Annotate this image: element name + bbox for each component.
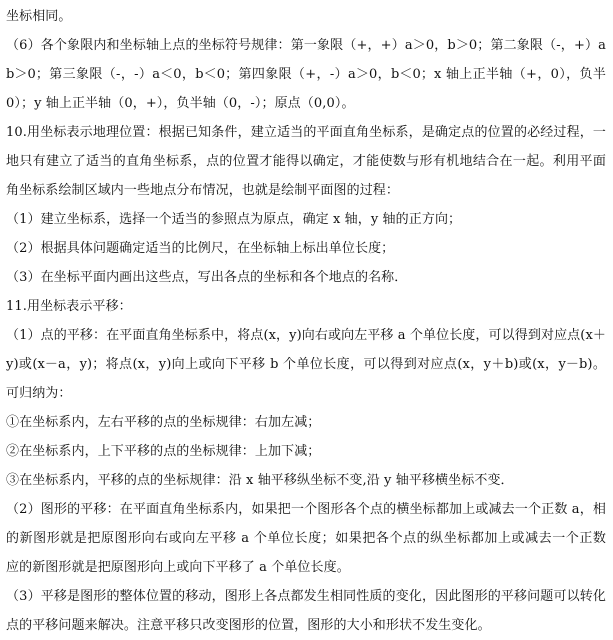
section-10-heading: 10.用坐标表示地理位置：根据已知条件，建立适当的平面直角坐标系，是确定点的位置的必经过程，一: [6, 125, 606, 140]
rule-item-1: ①在坐标系内，左右平移的点的坐标规律：右加左减；: [6, 415, 321, 430]
text-line-21: （3）平移是图形的整体位置的移动，图形上各点都发生相同性质的变化，因此图形的平移问题可以转化: [6, 589, 606, 604]
list-item-10-2: （2）根据具体问题确定适当的比例尺，在坐标轴上标出单位长度；: [6, 241, 395, 256]
text-line-3: b＞0；第三象限（-，-）a＜0，b＜0；第四象限（+，-）a＞0，b＜0；x 轴上正半轴（+，0），负半: [6, 67, 606, 82]
text-line-13: y)或(x－a，y)；将点(x，y)向上或向下平移 b 个单位长度，可以得到对应点(x，y＋b)或(x，y－b)。: [6, 357, 606, 372]
text-line-12: （1）点的平移：在平面直角坐标系中，将点(x，y)向右或向左平移 a 个单位长度，可以得到对应点(x＋: [6, 328, 606, 343]
text-line-22: 点的平移问题来解决。注意平移只改变图形的位置，图形的大小和形状不发生变化。: [6, 618, 491, 633]
section-11-heading: 11.用坐标表示平移：: [6, 299, 132, 314]
list-item-10-3: （3）在坐标平面内画出这些点，写出各点的坐标和各个地点的名称．: [6, 270, 408, 285]
text-line-6: 地只有建立了适当的直角坐标系，点的位置才能得以确定，才能使数与形有机地结合在一起。利用平面: [6, 154, 606, 169]
text-line-20: 应的新图形就是把原图形向上或向下平移了 a 个单位长度。: [6, 560, 350, 575]
document-body: [6, 2, 606, 640]
text-line-2: （6）各个象限内和坐标轴上点的坐标符号规律：第一象限（+，+）a＞0，b＞0；第二象限（-，+）a: [6, 38, 606, 53]
rule-item-3: ③在坐标系内，平移的点的坐标规律：沿 x 轴平移纵坐标不变,沿 y 轴平移横坐标不变．: [6, 473, 514, 488]
text-line-19: 的新图形就是把原图形向右或向左平移 a 个单位长度；如果把各个点的纵坐标都加上或减去一个正数: [6, 531, 606, 546]
text-line-4: 0）；y 轴上正半轴（0，+），负半轴（0，-）；原点（0,0）。: [6, 96, 355, 111]
text-line-14: 可归纳为：: [6, 386, 72, 401]
text-line-1: 坐标相同。: [6, 9, 72, 24]
text-line-7: 角坐标系绘制区域内一些地点分布情况，也就是绘制平面图的过程：: [6, 183, 400, 198]
text-line-18: （2）图形的平移：在平面直角坐标系内，如果把一个图形各个点的横坐标都加上或减去一个正数 a，相: [6, 502, 606, 517]
rule-item-2: ②在坐标系内，上下平移的点的坐标规律：上加下减；: [6, 444, 321, 459]
list-item-10-1: （1）建立坐标系，选择一个适当的参照点为原点，确定 x 轴，y 轴的正方向；: [6, 212, 462, 227]
